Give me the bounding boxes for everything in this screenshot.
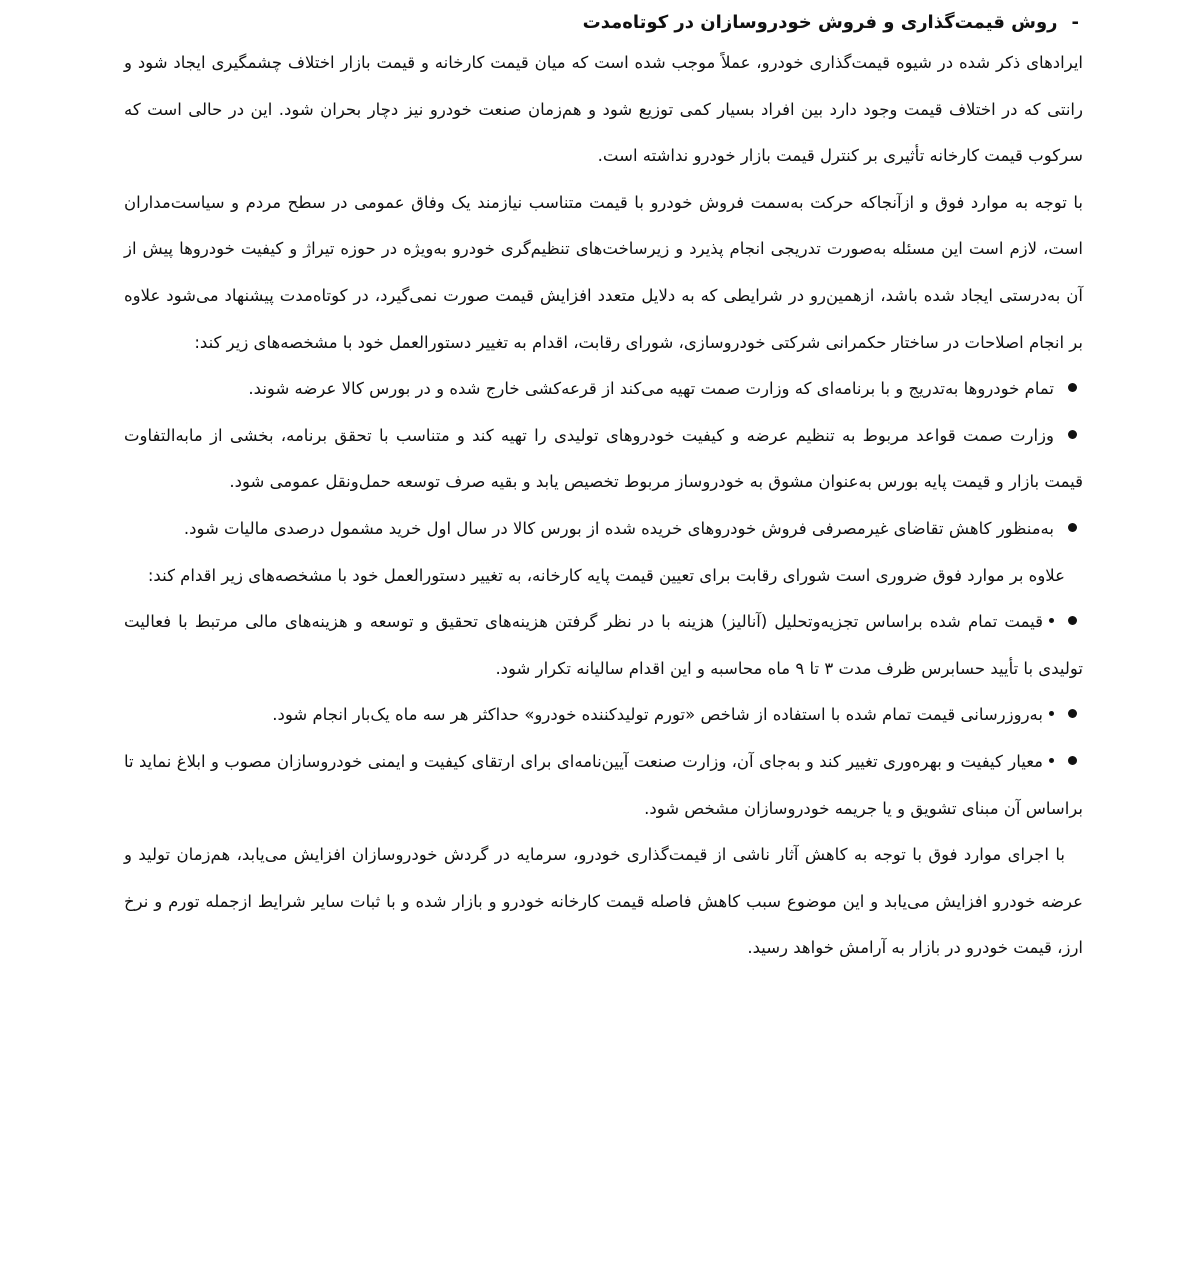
paragraph-4: با اجرای موارد فوق با توجه به کاهش آثار ناشی از قیمت‌گذاری خودرو، سرمایه در گردش خودروسازان افزایش می‌یابد، هم‌زمان تولید و عرضه خودرو افزایش می‌یابد و این موضوع سبب کاهش فاصله قیمت کارخانه خودرو و بازار شده و با ثبات سایر شرایط ازجمله تورم و نرخ ارز، قیمت خودرو در بازار به آرامش خواهد رسید. — [124, 845, 1083, 958]
bullet-list-a — [124, 366, 1083, 552]
bullet-item — [124, 366, 1083, 413]
bullet-text: قیمت تمام شده براساس تجزیه‌وتحلیل (آنالیز) هزینه با در نظر گرفتن هزینه‌های تحقیق و توسعه و هزینه‌های مالی مرتبط با فعالیت تولیدی با تأیید حسابرس ظرف مدت ۳ تا ۹ ماه محاسبه و این اقدام سالیانه تکرار شود. — [124, 612, 1083, 678]
paragraph-2: با توجه به موارد فوق و ازآنجاکه حرکت به‌سمت فروش خودرو با قیمت متناسب نیازمند یک وفاق عمومی در سطح مردم و سیاست‌مداران است، لازم است این مسئله به‌صورت تدریجی انجام پذیرد و زیرساخت‌های تنظیم‌گری خودرو به‌ویژه در حوزه تیراژ و کیفیت خودروها پیش از آن به‌درستی ایجاد شده باشد، ازهمین‌رو در شرایطی که به دلایل متعدد افزایش قیمت صورت نمی‌گیرد، در کوتاه‌مدت پیشنهاد می‌شود علاوه بر انجام اصلاحات در ساختار حکمرانی شرکتی خودروسازی، شورای رقابت، اقدام به تغییر دستورالعمل خود با مشخصه‌های زیر کند: — [124, 192, 1083, 352]
section-heading — [124, 6, 1079, 40]
heading-title: روش قیمت‌گذاری و فروش خودروسازان در کوتاه‌مدت — [582, 12, 1058, 33]
inline-bullet-icon — [1049, 711, 1054, 716]
bullet-text: وزارت صمت قواعد مربوط به تنظیم عرضه و کیفیت خودروهای تولیدی را تهیه کند و متناسب با تحقق برنامه، بخشی از مابه‌التفاوت قیمت بازار و قیمت پایه بورس به‌عنوان مشوق به خودروساز مربوط تخصیص یابد و بقیه صرف توسعه حمل‌ونقل عمومی شود. — [124, 425, 1083, 492]
bullet-icon — [1068, 756, 1077, 765]
bullet-item — [124, 599, 1083, 692]
bullet-text: معیار کیفیت و بهره‌وری تغییر کند و به‌جای آن، وزارت صنعت آیین‌نامه‌ای برای ارتقای کیفیت و ایمنی خودروسازان مصوب و ابلاغ نماید تا براساس آن مبنای تشویق و یا جریمه خودروسازان مشخص شود. — [124, 751, 1083, 818]
bullet-item — [124, 506, 1083, 553]
inline-bullet-icon — [1049, 758, 1054, 763]
paragraph-1: ایرادهای ذکر شده در شیوه قیمت‌گذاری خودرو، عملاً موجب شده است که میان قیمت کارخانه و قیمت بازار اختلاف چشمگیری ایجاد شود و رانتی که در اختلاف قیمت وجود دارد بین افراد بسیار کمی توزیع شود و هم‌زمان صنعت خودرو نیز دچار بحران شود. این در حالی است که سرکوب قیمت کارخانه تأثیری بر کنترل قیمت بازار خودرو نداشته است. — [124, 53, 1083, 166]
bullet-icon — [1068, 523, 1077, 532]
bullet-text: به‌روزرسانی قیمت تمام شده با استفاده از شاخص «تورم تولیدکننده خودرو» حداکثر هر سه ماه یک‌بار انجام شود. — [272, 705, 1043, 725]
bullet-item — [124, 413, 1083, 506]
bullet-text: تمام خودروها به‌تدریج و با برنامه‌ای که وزارت صمت تهیه می‌کند از قرعه‌کشی خارج شده و در بورس کالا عرضه شوند. — [248, 379, 1054, 399]
paragraph-3: علاوه بر موارد فوق ضروری است شورای رقابت برای تعیین قیمت پایه کارخانه، به تغییر دستورالعمل خود با مشخصه‌های زیر اقدام کند: — [147, 565, 1065, 585]
bullet-item — [124, 739, 1083, 832]
inline-bullet-icon — [1049, 618, 1054, 623]
heading-dash: - — [1071, 12, 1079, 33]
bullet-icon — [1068, 709, 1077, 718]
bullet-text: به‌منظور کاهش تقاضای غیرمصرفی فروش خودروهای خریده شده از بورس کالا در سال اول خرید مشمول درصدی مالیات شود. — [183, 518, 1054, 538]
bullet-item — [124, 692, 1083, 739]
bullet-icon — [1068, 616, 1077, 625]
bullet-icon — [1068, 430, 1077, 439]
bullet-icon — [1068, 383, 1077, 392]
bullet-list-b — [124, 599, 1083, 832]
